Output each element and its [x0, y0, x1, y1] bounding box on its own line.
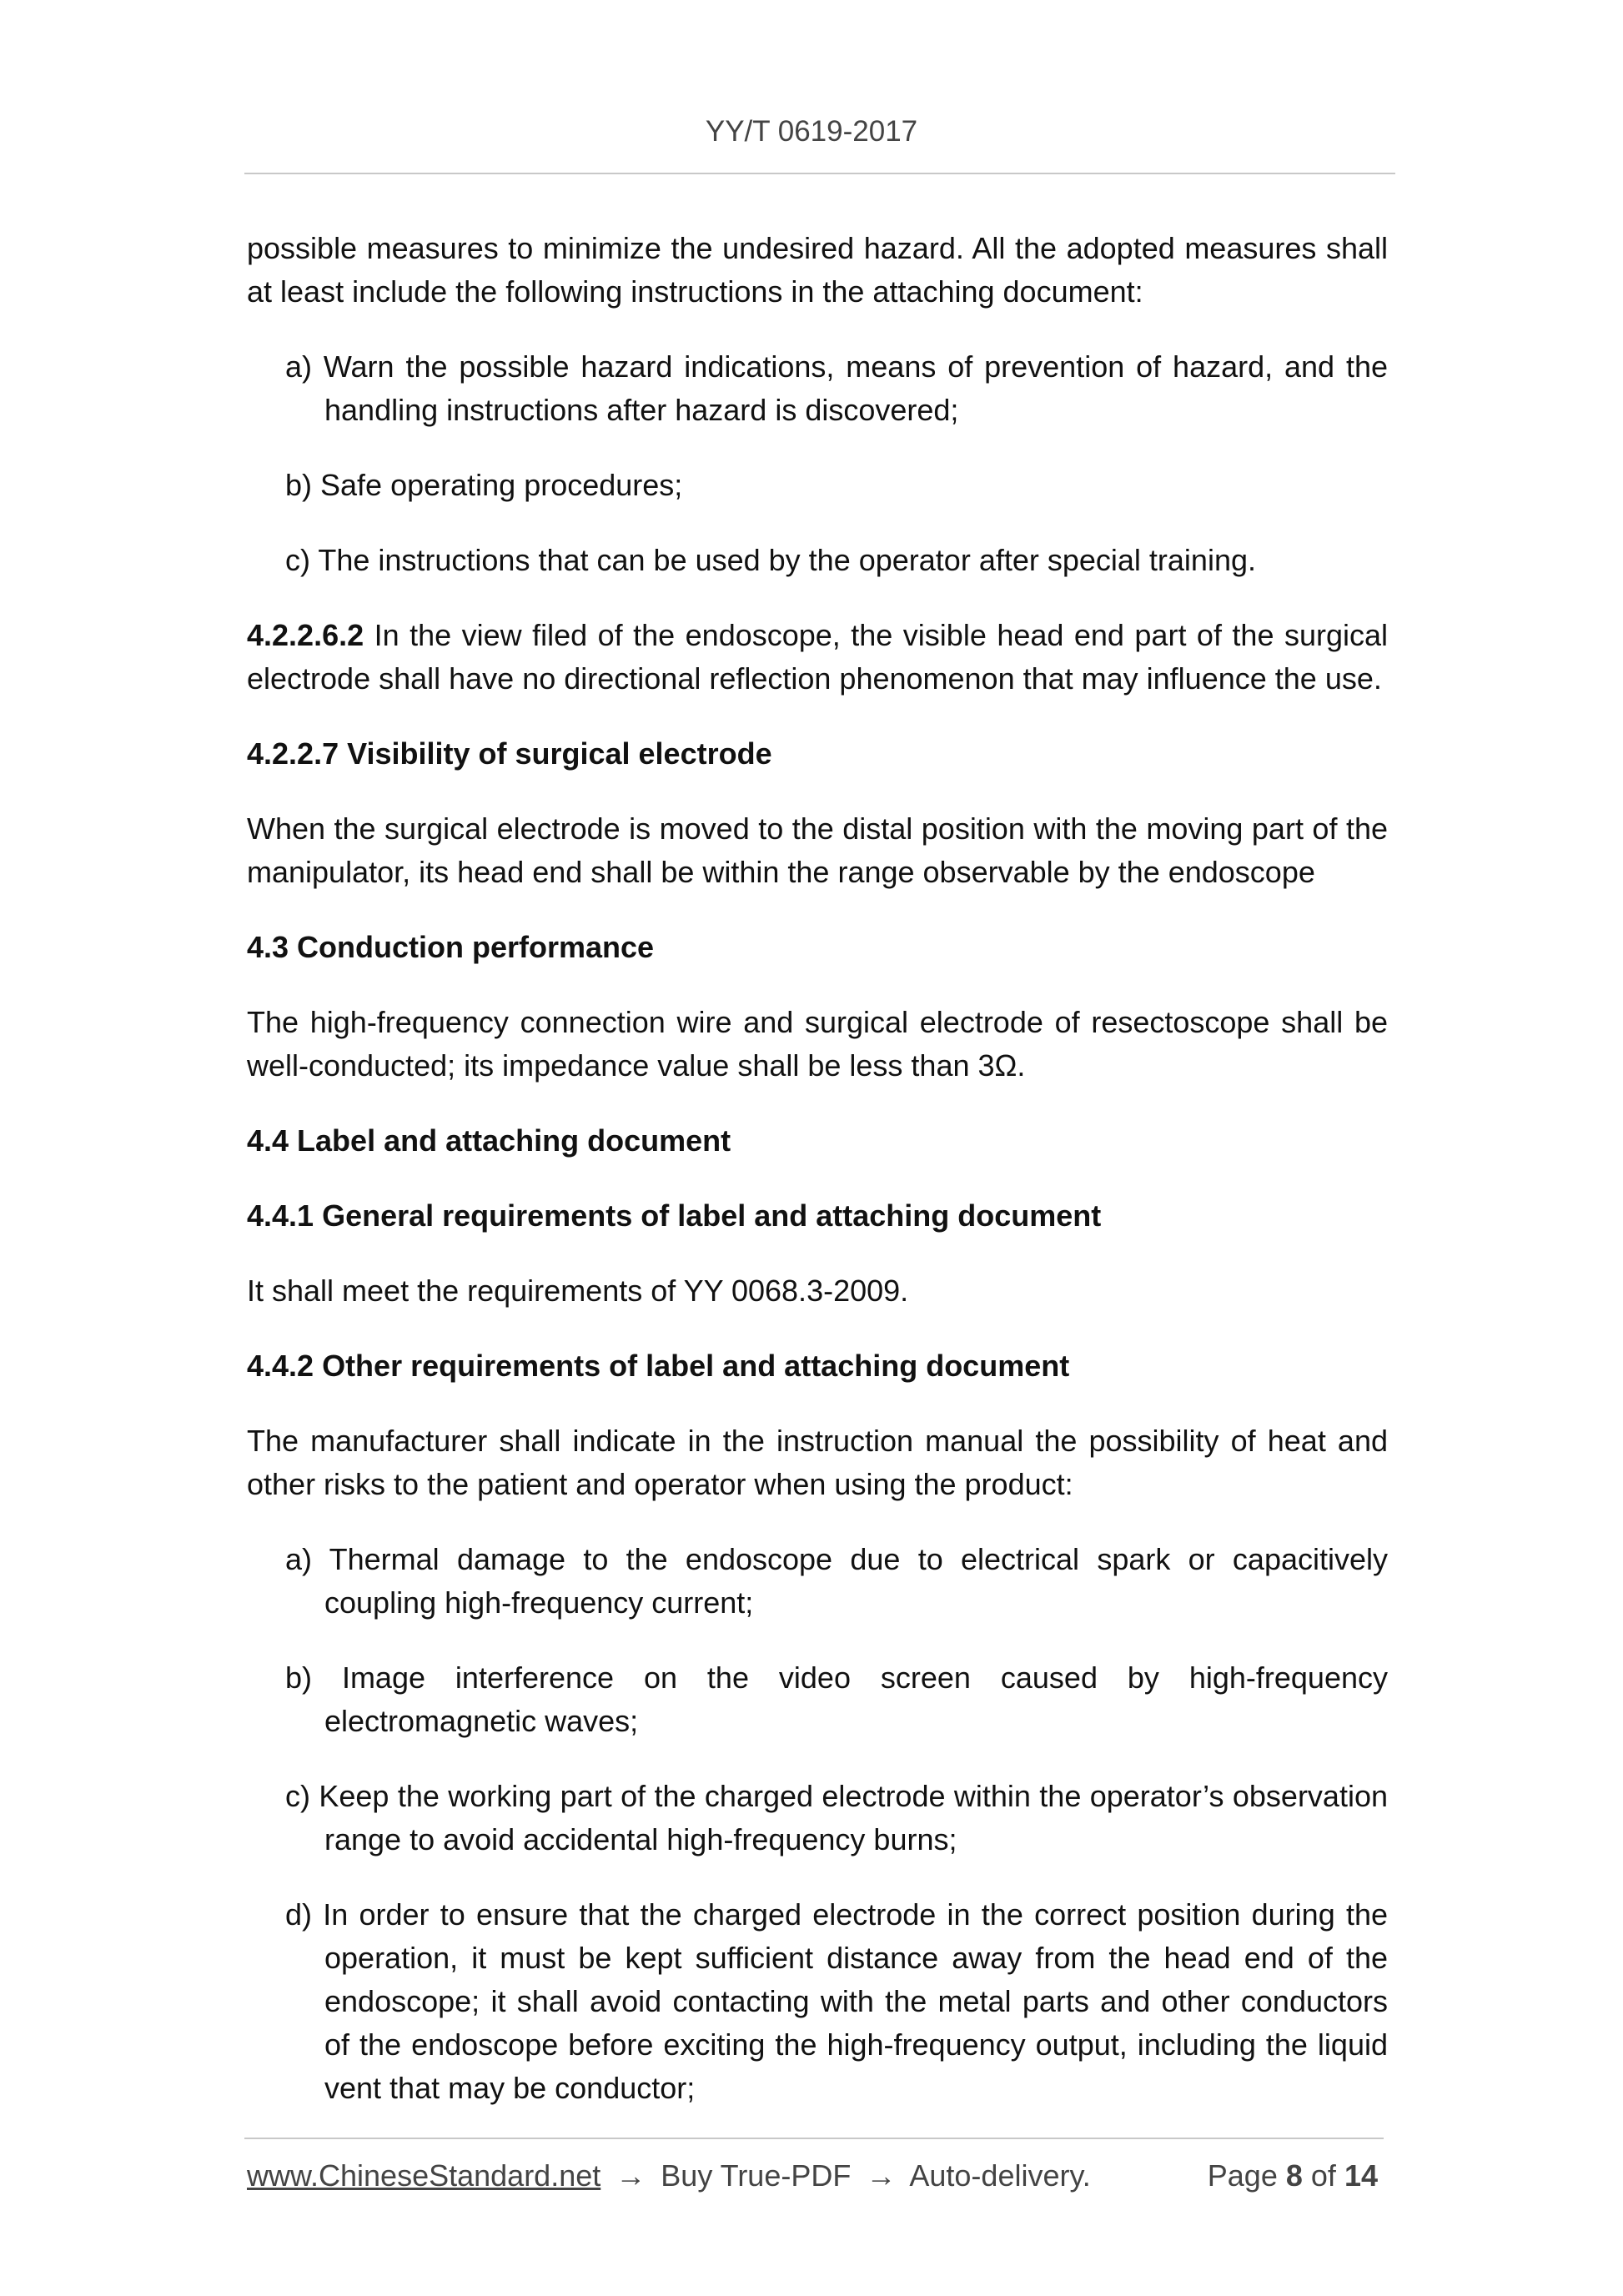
page-footer	[247, 2158, 1386, 2200]
list-item: d) In order to ensure that the charged electrode in the correct position during the operation, it must be kept sufficient distance away from the head end of the endoscope; it shall avoid contacting with the metal parts and other conductors of the endoscope before exciting the high-frequency output, including the liquid vent that may be conductor;	[285, 1897, 1388, 2105]
clause-number: 4.2.2.6.2	[247, 618, 364, 652]
list-item: c) The instructions that can be used by the operator after special training.	[285, 543, 1256, 577]
arrow-right-icon: →	[866, 2158, 897, 2193]
website-link[interactable]: www.ChineseStandard.net	[247, 2158, 601, 2193]
paragraph-4-4-2: The manufacturer shall indicate in the instruction manual the possibility of heat and other risks to the patient and operator when using the product:	[247, 1424, 1388, 1501]
section-heading-4-3: 4.3 Conduction performance	[247, 930, 655, 964]
list-item: a) Thermal damage to the endoscope due to electrical spark or capacitively coupling high-frequency current;	[285, 1542, 1388, 1620]
list-item: c) Keep the working part of the charged electrode within the operator’s observation range to avoid accidental high-frequency burns;	[285, 1779, 1388, 1856]
list-item: b) Safe operating procedures;	[285, 468, 683, 502]
section-heading-4-4-1: 4.4.1 General requirements of label and attaching document	[247, 1198, 1102, 1233]
list-item: b) Image interference on the video screen caused by high-frequency electromagnetic waves;	[285, 1660, 1388, 1738]
page-header-title: YY/T 0619-2017	[705, 115, 918, 148]
page-label: Page	[1207, 2158, 1278, 2193]
intro-paragraph: possible measures to minimize the undesired hazard. All the adopted measures shall at least include the following instructions in the attaching document:	[247, 231, 1388, 309]
document-body	[247, 227, 1388, 2110]
paragraph-4-3: The high-frequency connection wire and surgical electrode of resectoscope shall be well-conducted; its impedance value shall be less than 3Ω.	[247, 1005, 1388, 1083]
footer-divider	[244, 2138, 1384, 2139]
paragraph-4-4-1: It shall meet the requirements of YY 0068.3-2009.	[247, 1274, 909, 1308]
section-heading-4-4-2: 4.4.2 Other requirements of label and attaching document	[247, 1349, 1070, 1383]
clause-4-2-2-6-2	[247, 614, 1388, 701]
header-divider	[244, 173, 1395, 174]
section-heading-4-4: 4.4 Label and attaching document	[247, 1123, 731, 1158]
of-label: of	[1310, 2158, 1336, 2193]
list-item: a) Warn the possible hazard indications, means of prevention of hazard, and the handling instructions after hazard is discovered;	[285, 349, 1388, 427]
section-heading-4-2-2-7: 4.2.2.7 Visibility of surgical electrode	[247, 736, 772, 771]
page-indicator	[1208, 2158, 1378, 2193]
buy-true-pdf-text: Buy True-PDF	[661, 2158, 852, 2193]
clause-text: In the view filed of the endoscope, the visible head end part of the surgical electrode shall have no directional reflection phenomenon that may influence the use.	[247, 618, 1388, 696]
page-total: 14	[1344, 2158, 1378, 2193]
auto-delivery-text: Auto-delivery.	[909, 2158, 1091, 2193]
paragraph-4-2-2-7: When the surgical electrode is moved to the distal position with the moving part of the manipulator, its head end shall be within the range observable by the endoscope	[247, 811, 1388, 889]
page-number: 8	[1285, 2158, 1303, 2193]
arrow-right-icon: →	[616, 2158, 646, 2193]
